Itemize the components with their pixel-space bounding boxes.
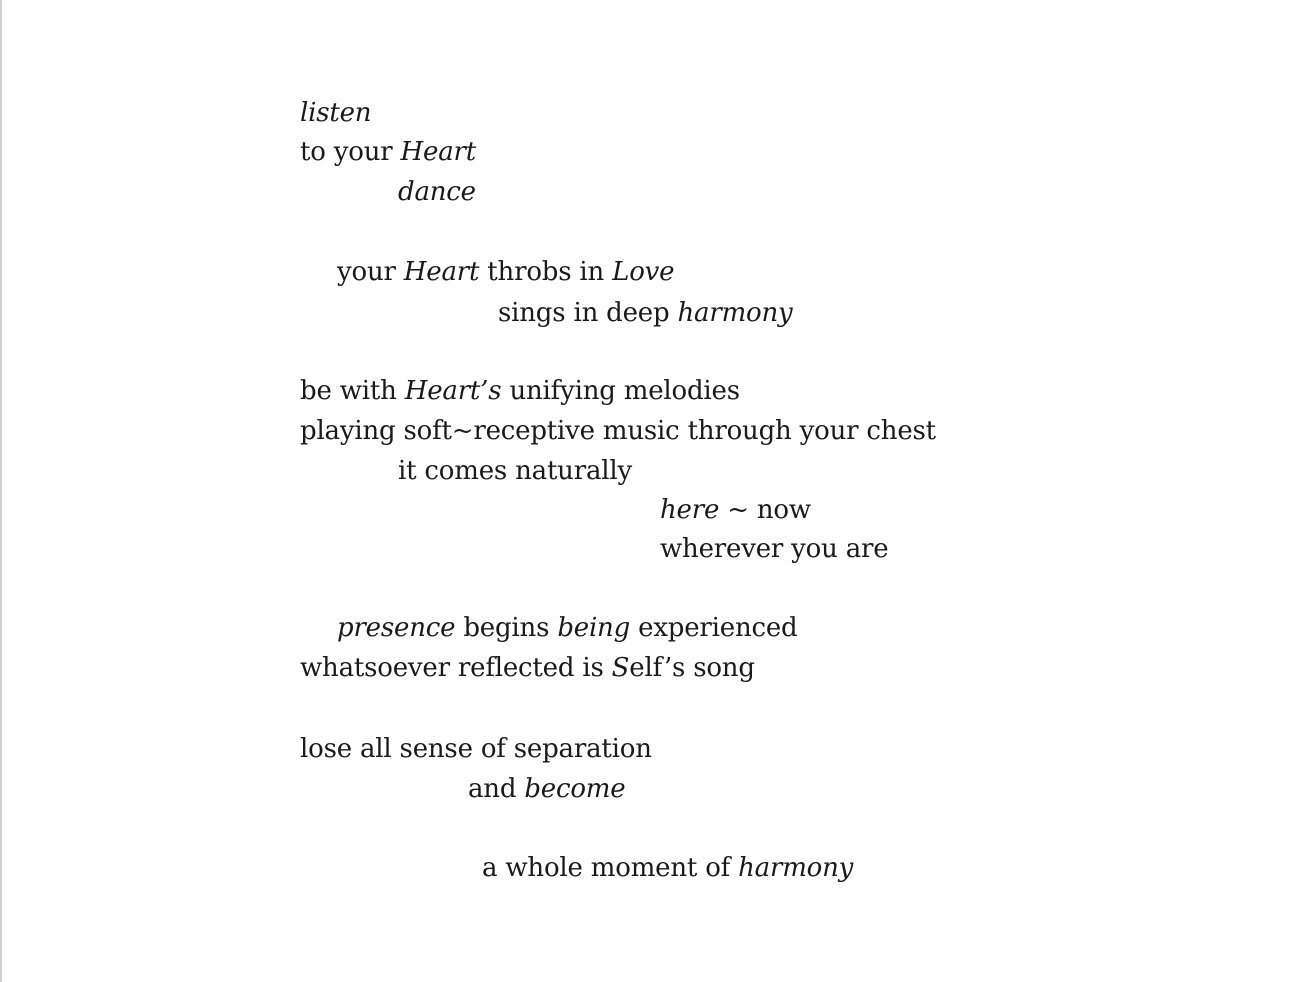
poem-line-2 xyxy=(300,137,476,167)
poem-text: and xyxy=(468,774,525,804)
poem-text: begins xyxy=(455,613,558,643)
poem-line-3 xyxy=(398,177,476,207)
poem-word: being xyxy=(557,613,631,643)
poem-text: to your xyxy=(300,137,401,167)
poem-text: elf’s song xyxy=(629,653,755,683)
poem-text: ~ now xyxy=(719,495,811,525)
poem-text: be with xyxy=(300,376,405,406)
poem-text: unifying melodies xyxy=(501,376,740,406)
poem-line-14 xyxy=(468,774,625,804)
poem-word: Heart’s xyxy=(404,376,502,406)
poem-line-1 xyxy=(300,98,371,128)
poem-line-11 xyxy=(337,613,797,643)
poem-word: become xyxy=(524,774,626,804)
poem-text: playing soft~receptive music through your chest xyxy=(300,416,936,446)
poem-script-word: Love xyxy=(612,257,675,287)
poem-text: sings in deep xyxy=(498,298,678,328)
poem-text: throbs in xyxy=(479,257,613,287)
poem-line-7 xyxy=(300,416,936,446)
poem-text: lose all sense of separation xyxy=(300,734,652,764)
poem-word: Heart xyxy=(400,137,476,167)
poem-line-10 xyxy=(660,534,888,564)
poem-line-5 xyxy=(498,298,793,328)
poem-line-4 xyxy=(337,257,674,287)
poem-word: harmony xyxy=(677,298,793,328)
poem-text: experienced xyxy=(630,613,798,643)
poem-text: it comes naturally xyxy=(398,456,632,486)
poem-line-9 xyxy=(660,495,811,525)
poem-text: wherever you are xyxy=(660,534,889,564)
poem-line-12 xyxy=(300,653,755,683)
poem-word: harmony xyxy=(738,853,854,883)
poem-word: Heart xyxy=(403,257,480,287)
poem-line-8 xyxy=(398,456,632,486)
poem-text: whatsoever reflected is xyxy=(300,653,612,683)
poem-line-15 xyxy=(482,853,853,883)
poem-text: a whole moment of xyxy=(482,853,739,883)
poem-word: presence xyxy=(337,613,456,643)
poem-line-6 xyxy=(300,376,740,406)
poem-word: dance xyxy=(398,177,476,207)
poem-word: listen xyxy=(300,98,372,128)
poem-word: here xyxy=(660,495,720,525)
poem-script-letter: S xyxy=(611,653,630,683)
poem-line-13 xyxy=(300,734,652,764)
poem-text: your xyxy=(337,257,404,287)
